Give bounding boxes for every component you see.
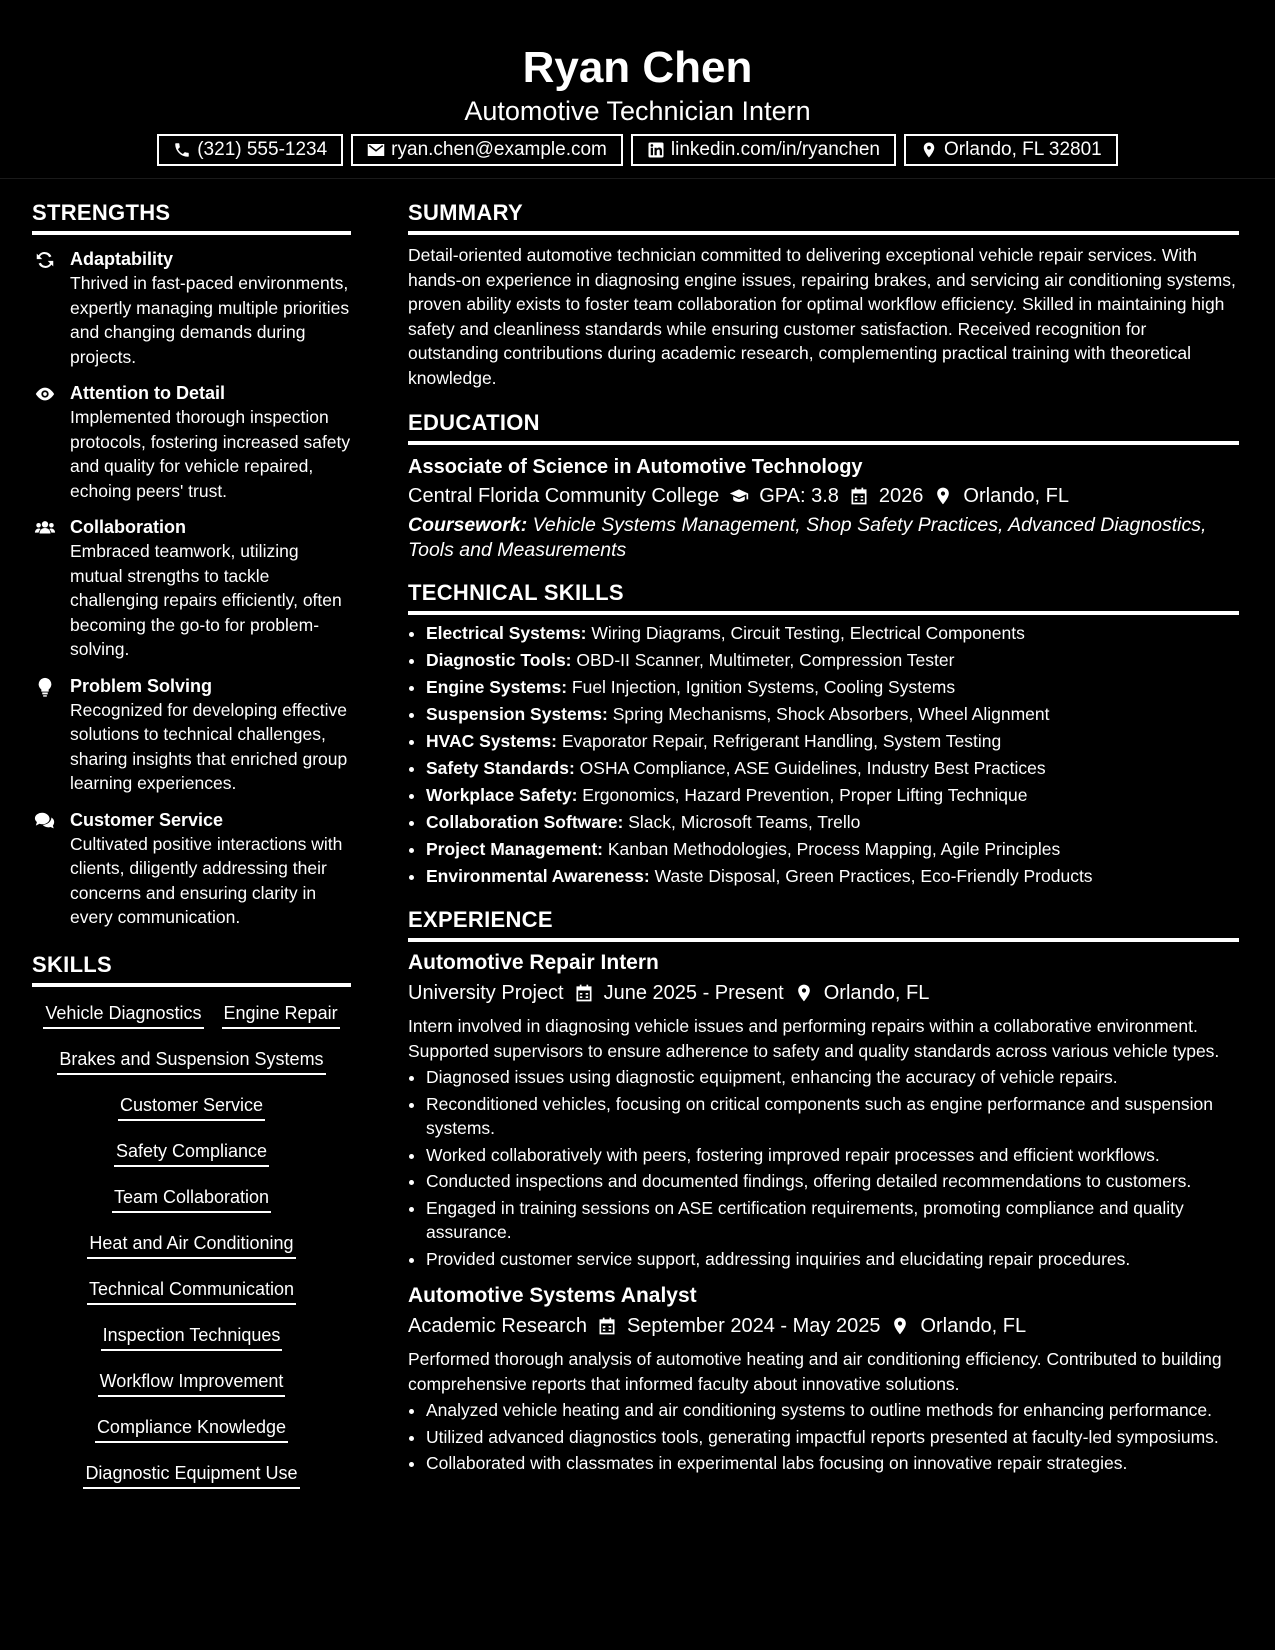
strength-name: Problem Solving [70, 675, 213, 696]
experience-heading: EXPERIENCE [408, 905, 1239, 942]
technical-skills-heading: TECHNICAL SKILLS [408, 578, 1239, 615]
strength-name: Customer Service [70, 809, 224, 830]
phone-icon [173, 141, 191, 159]
education-location: Orlando, FL [963, 485, 1070, 507]
job-dates: June 2025 - Present [603, 982, 784, 1004]
tech-skill-value: Kanban Methodologies, Process Mapping, Agile Principles [607, 839, 1061, 859]
location-icon [794, 983, 814, 1003]
strength-item [32, 381, 351, 503]
tech-skill-label: Workplace Safety: [426, 785, 578, 805]
tech-skill-value: Wiring Diagrams, Circuit Testing, Electrical Components [591, 623, 1025, 643]
job-org: Academic Research [408, 1315, 587, 1337]
resume-header [0, 0, 1275, 179]
strength-desc: Implemented thorough inspection protocols, fostering increased safety and quality for vehicle repaired, echoing peers' trust. [70, 407, 351, 501]
coursework [408, 513, 1239, 562]
contact-phone-text: (321) 555-1234 [197, 139, 328, 160]
coursework-label: Coursework: [408, 514, 528, 536]
strength-name: Collaboration [70, 517, 186, 537]
skills-heading: SKILLS [32, 950, 351, 987]
tech-skill-label: Environmental Awareness: [426, 866, 650, 886]
users-icon [34, 517, 56, 539]
skill-tag: Inspection Techniques [101, 1323, 283, 1351]
list-item: • Collaborated with classmates in experimental labs focusing on innovative repair strategies. [426, 1451, 1239, 1476]
graduation-cap-icon [729, 486, 749, 506]
strength-desc: Thrived in fast-paced environments, expertly managing multiple priorities and changing demands during projects. [70, 273, 350, 367]
skill-tag: Team Collaboration [112, 1185, 271, 1213]
job-org: University Project [408, 982, 564, 1004]
strength-desc: Recognized for developing effective solutions to technical challenges, sharing insights that enriched group learning experiences. [70, 699, 348, 793]
contact-location-text: Orlando, FL 32801 [944, 139, 1102, 160]
tech-skill-label: Electrical Systems: [426, 623, 587, 643]
skills-list [32, 1001, 351, 1489]
list-item [426, 783, 1239, 808]
tech-skill-value: Waste Disposal, Green Practices, Eco-Friendly Products [654, 866, 1093, 886]
tech-skill-label: Safety Standards: [426, 758, 575, 778]
list-item [426, 864, 1239, 889]
education-meta [408, 481, 1239, 511]
skill-tag: Safety Compliance [114, 1139, 269, 1167]
sync-icon [34, 249, 56, 271]
strength-item [32, 515, 351, 662]
calendar-icon [849, 486, 869, 506]
skill-tag: Technical Communication [87, 1277, 296, 1305]
tech-skill-label: Suspension Systems: [426, 704, 608, 724]
skill-tag: Vehicle Diagnostics [43, 1001, 203, 1029]
job-description: Performed thorough analysis of automotive heating and air conditioning efficiency. Contributed to building comprehensive reports that informed faculty about innovative solutions. [408, 1349, 1222, 1394]
list-item: • Worked collaboratively with peers, fostering improved repair processes and efficient workflows. [426, 1143, 1239, 1168]
education-heading: EDUCATION [408, 408, 1239, 445]
strength-desc: Cultivated positive interactions with clients, diligently addressing their concerns and ensuring clarity in every communication. [70, 833, 343, 927]
tech-skill-value: Spring Mechanisms, Shock Absorbers, Wheel Alignment [612, 704, 1050, 724]
lightbulb-icon [34, 676, 56, 698]
candidate-title: Automotive Technician Intern [464, 96, 811, 126]
tech-skill-value: OBD-II Scanner, Multimeter, Compression Tester [576, 650, 955, 670]
location-icon [920, 141, 938, 159]
list-item [426, 648, 1239, 673]
email-icon [367, 141, 385, 159]
list-item [426, 675, 1239, 700]
technical-skills-list [408, 621, 1239, 889]
tech-skill-value: Evaporator Repair, Refrigerant Handling, System Testing [561, 731, 1002, 751]
location-icon [890, 1316, 910, 1336]
skill-tag: Diagnostic Equipment Use [83, 1461, 299, 1489]
tech-skill-label: Project Management: [426, 839, 603, 859]
job-location: Orlando, FL [823, 982, 930, 1004]
job-bullets [408, 1398, 1239, 1476]
list-item [426, 702, 1239, 727]
job-meta [408, 978, 1239, 1008]
strength-name: Adaptability [70, 249, 174, 269]
list-item: • Reconditioned vehicles, focusing on critical components such as engine performance and suspension systems. [426, 1092, 1239, 1141]
graduation-year: 2026 [878, 485, 924, 507]
list-item [426, 837, 1239, 862]
strength-item [32, 247, 351, 369]
strength-item [32, 674, 351, 796]
contact-phone[interactable] [157, 134, 343, 166]
contact-bar [0, 134, 1275, 166]
tech-skill-value: Slack, Microsoft Teams, Trello [628, 812, 861, 832]
linkedin-icon [647, 141, 665, 159]
tech-skill-label: Diagnostic Tools: [426, 650, 572, 670]
list-item [426, 729, 1239, 754]
list-item [426, 621, 1239, 646]
skill-tag: Compliance Knowledge [95, 1415, 288, 1443]
strengths-heading: STRENGTHS [32, 198, 351, 235]
school-name: Central Florida Community College [408, 485, 720, 507]
summary-text: Detail-oriented automotive technician committed to delivering exceptional vehicle repair services. With hands-on experience in diagnosing engine issues, repairing brakes, and servicing air conditioning systems, proven ability exists to foster team collaboration for optimal workflow efficiency. Skilled in maintaining high safety and cleanliness standards while ensuring customer satisfaction. Received recognition for outstanding contributions during academic research, complementing practical training with theoretical knowledge. [408, 245, 1236, 388]
job-meta [408, 1311, 1239, 1341]
skill-tag: Heat and Air Conditioning [87, 1231, 295, 1259]
degree-name: Associate of Science in Automotive Technology [408, 456, 863, 478]
summary-heading: SUMMARY [408, 198, 1239, 235]
list-item: • Conducted inspections and documented findings, offering detailed recommendations to customers. [426, 1169, 1239, 1194]
contact-email-text: ryan.chen@example.com [391, 139, 607, 160]
strength-name: Attention to Detail [70, 383, 225, 403]
contact-linkedin-text: linkedin.com/in/ryanchen [670, 139, 881, 160]
skill-tag: Engine Repair [222, 1001, 340, 1029]
coursework-list: Vehicle Systems Management, Shop Safety Practices, Advanced Diagnostics, Tools and Measurements [408, 514, 1207, 561]
calendar-icon [597, 1316, 617, 1336]
list-item: • Diagnosed issues using diagnostic equipment, enhancing the accuracy of vehicle repairs. [426, 1065, 1239, 1090]
list-item [426, 810, 1239, 835]
contact-email[interactable] [351, 134, 623, 166]
job-title: Automotive Repair Intern [408, 951, 659, 974]
candidate-name: Ryan Chen [522, 43, 753, 92]
tech-skill-value: Fuel Injection, Ignition Systems, Cooling Systems [571, 677, 956, 697]
job-bullets [408, 1065, 1239, 1271]
list-item: • Engaged in training sessions on ASE certification requirements, promoting compliance and quality assurance. [426, 1196, 1239, 1245]
gpa: GPA: 3.8 [759, 485, 839, 507]
list-item: • Analyzed vehicle heating and air conditioning systems to outline methods for enhancing performance. [426, 1398, 1239, 1423]
left-column [32, 198, 351, 1489]
skill-tag: Workflow Improvement [98, 1369, 286, 1397]
job-description: Intern involved in diagnosing vehicle issues and performing repairs within a collaborative environment. Supported supervisors to ensure adherence to safety and quality standards across various vehicle types. [408, 1016, 1220, 1061]
contact-location [904, 134, 1118, 166]
contact-linkedin[interactable] [631, 134, 896, 166]
tech-skill-value: Ergonomics, Hazard Prevention, Proper Lifting Technique [582, 785, 1028, 805]
list-item [426, 756, 1239, 781]
right-column [408, 198, 1239, 1492]
list-item: • Provided customer service support, addressing inquiries and elucidating repair procedures. [426, 1247, 1239, 1272]
job-title: Automotive Systems Analyst [408, 1284, 697, 1307]
job-location: Orlando, FL [920, 1315, 1027, 1337]
list-item: • Utilized advanced diagnostics tools, generating impactful reports presented at faculty-led symposiums. [426, 1425, 1239, 1450]
location-icon [933, 486, 953, 506]
strength-item [32, 808, 351, 930]
calendar-icon [574, 983, 594, 1003]
eye-icon [34, 383, 56, 405]
skill-tag: Brakes and Suspension Systems [57, 1047, 325, 1075]
strength-desc: Embraced teamwork, utilizing mutual strengths to tackle challenging repairs efficiently, often becoming the go-to for problem-solving. [70, 541, 342, 659]
comments-icon [34, 810, 56, 832]
tech-skill-label: HVAC Systems: [426, 731, 557, 751]
job-dates: September 2024 - May 2025 [626, 1315, 881, 1337]
tech-skill-label: Engine Systems: [426, 677, 568, 697]
skill-tag: Customer Service [118, 1093, 265, 1121]
tech-skill-value: OSHA Compliance, ASE Guidelines, Industry Best Practices [579, 758, 1046, 778]
tech-skill-label: Collaboration Software: [426, 812, 624, 832]
